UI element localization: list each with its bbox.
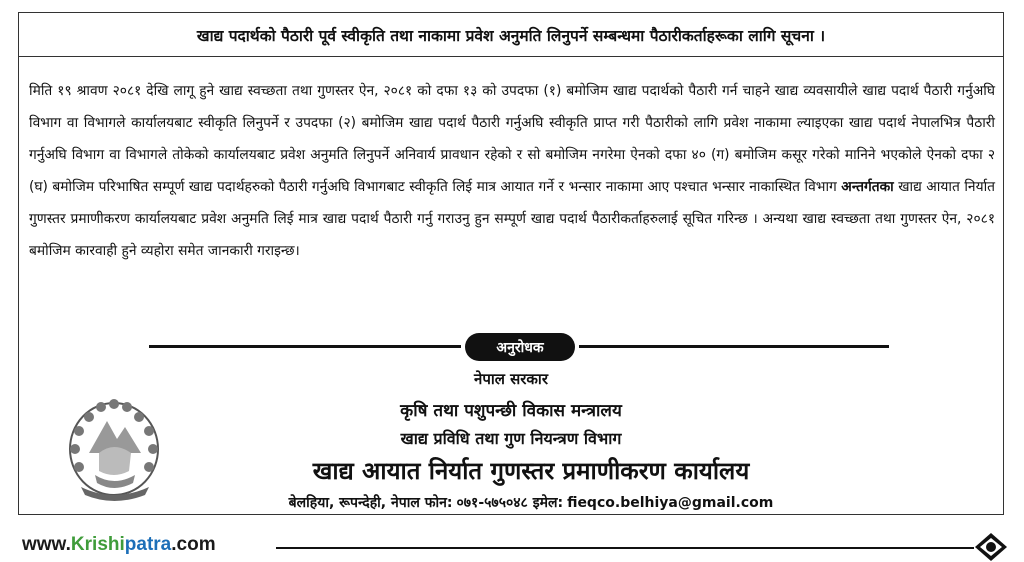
phone-number: ०७१-५७५०४८ <box>456 495 528 511</box>
site-prefix: www. <box>22 534 71 555</box>
department-name: खाद्य प्रविधि तथा गुण नियन्त्रण विभाग <box>400 429 622 448</box>
requester-badge: अनुरोधक <box>465 333 575 361</box>
divider-right <box>579 345 889 348</box>
notice-title: खाद्य पदार्थको पैठारी पूर्व स्वीकृति तथा नाकामा प्रवेश अनुमति लिनुपर्ने सम्बन्धमा पैठारीकर्ताहरूका लागि सूचना । <box>19 13 1003 57</box>
email-label: इमेल: <box>532 495 564 511</box>
government-name: नेपाल सरकार <box>474 370 548 388</box>
krishipatra-logo-icon <box>974 532 1008 562</box>
notice-box <box>18 12 1004 515</box>
footer-divider <box>276 547 974 549</box>
notice-body-part1: मिति १९ श्रावण २०८१ देखि लागू हुने खाद्य स्वच्छता तथा गुणस्तर ऐन, २०८१ को दफा १३ को उपदफा (१) बमोजिम खाद्य पदार्थको पैठारी गर्न चाहने खाद्य व्यवसायीले खाद्य पदार्थ पैठारी गर्नुअघि विभाग वा विभागले कार्यालयबाट स्वीकृति लिनुपर्ने र उपदफा (२) बमोजिम खाद्य पदार्थ पैठारी गर्नुअघि स्वीकृति प्राप्त गरी पैठारीको लागि प्रवेश नाकामा ल्याइएका खाद्य पदार्थ नेपालभित्र पैठारी गर्नुअघि विभाग वा विभागले तोकेको कार्यालयबाट प्रवेश अनुमति लिनुपर्ने अनिवार्य प्रावधान रहेको र सो बमोजिम नगरेमा ऐनको दफा ४० (ग) बमोजिम कसूर गरेको मानिने भएकोले ऐनको दफा २ (घ) बमोजिम परिभाषित सम्पूर्ण खाद्य पदार्थहरुको पैठारी गर्नुअघि विभागबाट स्वीकृति लिई मात्र आयात गर्ने र भन्सार नाकामा आए पश्चात भन्सार नाकास्थित विभाग <box>29 83 995 195</box>
site-brand-patra: patra <box>124 534 172 555</box>
site-suffix: .com <box>171 534 216 555</box>
ministry-name: कृषि तथा पशुपन्छी विकास मन्त्रालय <box>400 401 622 421</box>
contact-line <box>39 493 1023 512</box>
phone-label: फोन: <box>424 495 453 511</box>
divider-left <box>149 345 461 348</box>
address: बेलहिया, रूपन्देही, नेपाल <box>288 495 420 511</box>
office-name: खाद्य आयात निर्यात गुणस्तर प्रमाणीकरण कार्यालय <box>312 457 750 485</box>
site-brand-krishi: Krishi <box>70 534 125 555</box>
notice-body-bold: अन्तर्गतका <box>841 179 894 195</box>
email-address[interactable]: fieqco.belhiya@gmail.com <box>567 495 774 511</box>
notice-body-part2: खाद्य आयात निर्यात गुणस्तर प्रमाणीकरण कार्यालयबाट प्रवेश अनुमति लिई मात्र खाद्य पदार्थ पैठारी गर्नु गराउनु हुन सम्पूर्ण खाद्य पदार्थ पैठारीकर्ताहरुलाई सूचित गरिन्छ । अन्यथा खाद्य स्वच्छता तथा गुणस्तर ऐन, २०८१ बमोजिम कारवाही हुने व्यहोरा समेत जानकारी गराइन्छ। <box>29 179 996 259</box>
site-url[interactable] <box>22 534 216 556</box>
notice-body <box>29 75 995 267</box>
